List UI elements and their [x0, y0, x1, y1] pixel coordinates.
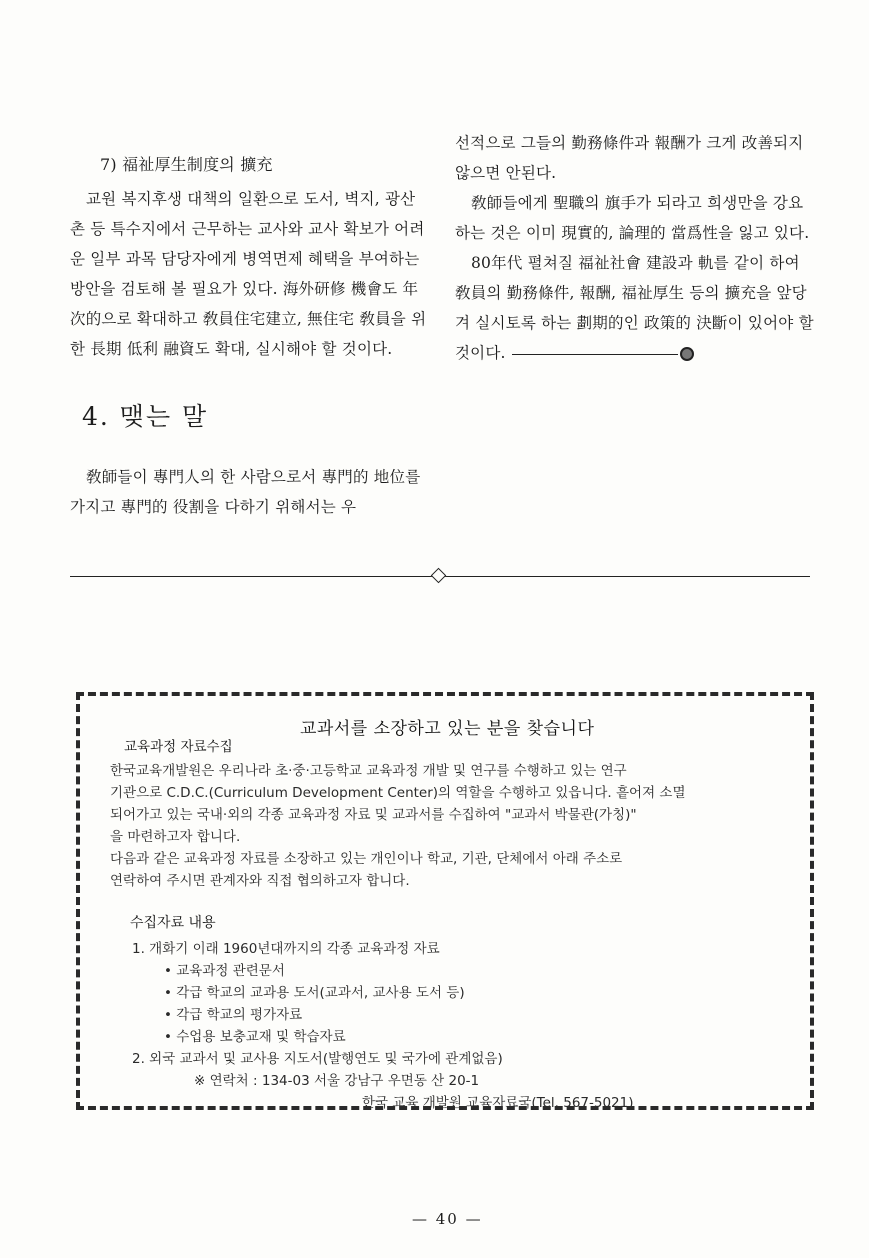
paragraph-final [455, 248, 815, 368]
list-item: 2. 외국 교과서 및 교사용 지도서(발행연도 및 국가에 관계없음) [132, 1051, 503, 1067]
list-subitem: • 교육과정 관련문서 [164, 963, 285, 979]
end-rule [512, 354, 678, 355]
page-number: — 40 — [412, 1210, 483, 1228]
diamond-icon [431, 568, 447, 584]
paragraph: 敎師들이 專門人의 한 사람으로서 專門的 地位를 가지고 專門的 役割을 다하기 위해서는 우 [70, 468, 421, 516]
notice-line: 되어가고 있는 국내·외의 각종 교육과정 자료 및 교과서를 수집하여 "교과서 박물관(가칭)" [110, 807, 637, 823]
paragraph-text: 80年代 펼쳐질 福祉社會 建設과 軌를 같이 하여 敎員의 勤務條件, 報酬, 福祉厚生 등의 擴充을 앞당겨 실시토록 하는 劃期的인 政策的 決斷이 있어야 할 것이다. [455, 254, 814, 362]
list-item: 1. 개화기 이래 1960년대까지의 각종 교육과정 자료 [132, 941, 440, 957]
subsection-title: 7) 福祉厚生制度의 擴充 [100, 155, 273, 174]
list-subitem: • 각급 학교의 평가자료 [164, 1007, 303, 1023]
section-heading: 4. 맺는 말 [82, 402, 209, 431]
contact-address: ※ 연락처 : 134-03 서울 강남구 우면동 산 20-1 [194, 1073, 480, 1089]
left-column [70, 150, 430, 522]
paragraph: 敎師들에게 聖職의 旗手가 되라고 희생만을 강요하는 것은 이미 現實的, 論理的 當爲性을 잃고 있다. [455, 194, 810, 242]
notice-body [110, 760, 810, 892]
list-subitem: • 수업용 보충교재 및 학습자료 [164, 1029, 346, 1045]
notice-line: 한국교육개발원은 우리나라 초·중·고등학교 교육과정 개발 및 연구를 수행하고 있는 연구 [110, 763, 627, 779]
notice-line: 연락하여 주시면 관계자와 직접 협의하고자 합니다. [110, 873, 410, 889]
notice-subtitle: 교육과정 자료수집 [124, 739, 233, 755]
paragraph: 선적으로 그들의 勤務條件과 報酬가 크게 改善되지 않으면 안된다. [455, 134, 804, 182]
right-column [455, 128, 815, 368]
notice-line: 을 마련하고자 합니다. [110, 829, 241, 845]
list-heading: 수집자료 내용 [130, 915, 216, 931]
end-mark-icon [680, 347, 694, 361]
notice-line: 다음과 같은 교육과정 자료를 소장하고 있는 개인이나 학교, 기관, 단체에서 아래 주소로 [110, 851, 623, 867]
contact-organization: 한국 교육 개발원 교육자료국(Tel. 567-5021) [362, 1095, 634, 1111]
notice-line: 기관으로 C.D.C.(Curriculum Development Center)의 역할을 수행하고 있읍니다. 흩어져 소멸 [110, 785, 686, 801]
list-subitem: • 각급 학교의 교과용 도서(교과서, 교사용 도서 등) [164, 985, 465, 1001]
notice-title: 교과서를 소장하고 있는 분을 찾습니다 [300, 719, 595, 739]
collection-list [132, 938, 772, 1114]
paragraph: 교원 복지후생 대책의 일환으로 도서, 벽지, 광산촌 등 특수지에서 근무하는 교사와 교사 확보가 어려운 일부 과목 담당자에게 병역면제 혜택을 부여하는 방안을 검토해 볼 필요가 있다. 海外研修 機會도 年次的으로 확대하고 敎員住宅建立, 無住宅 敎員을 위한 長期 低利 融資도 확대, 실시해야 할 것이다. [70, 190, 427, 358]
notice-box [76, 692, 814, 1110]
